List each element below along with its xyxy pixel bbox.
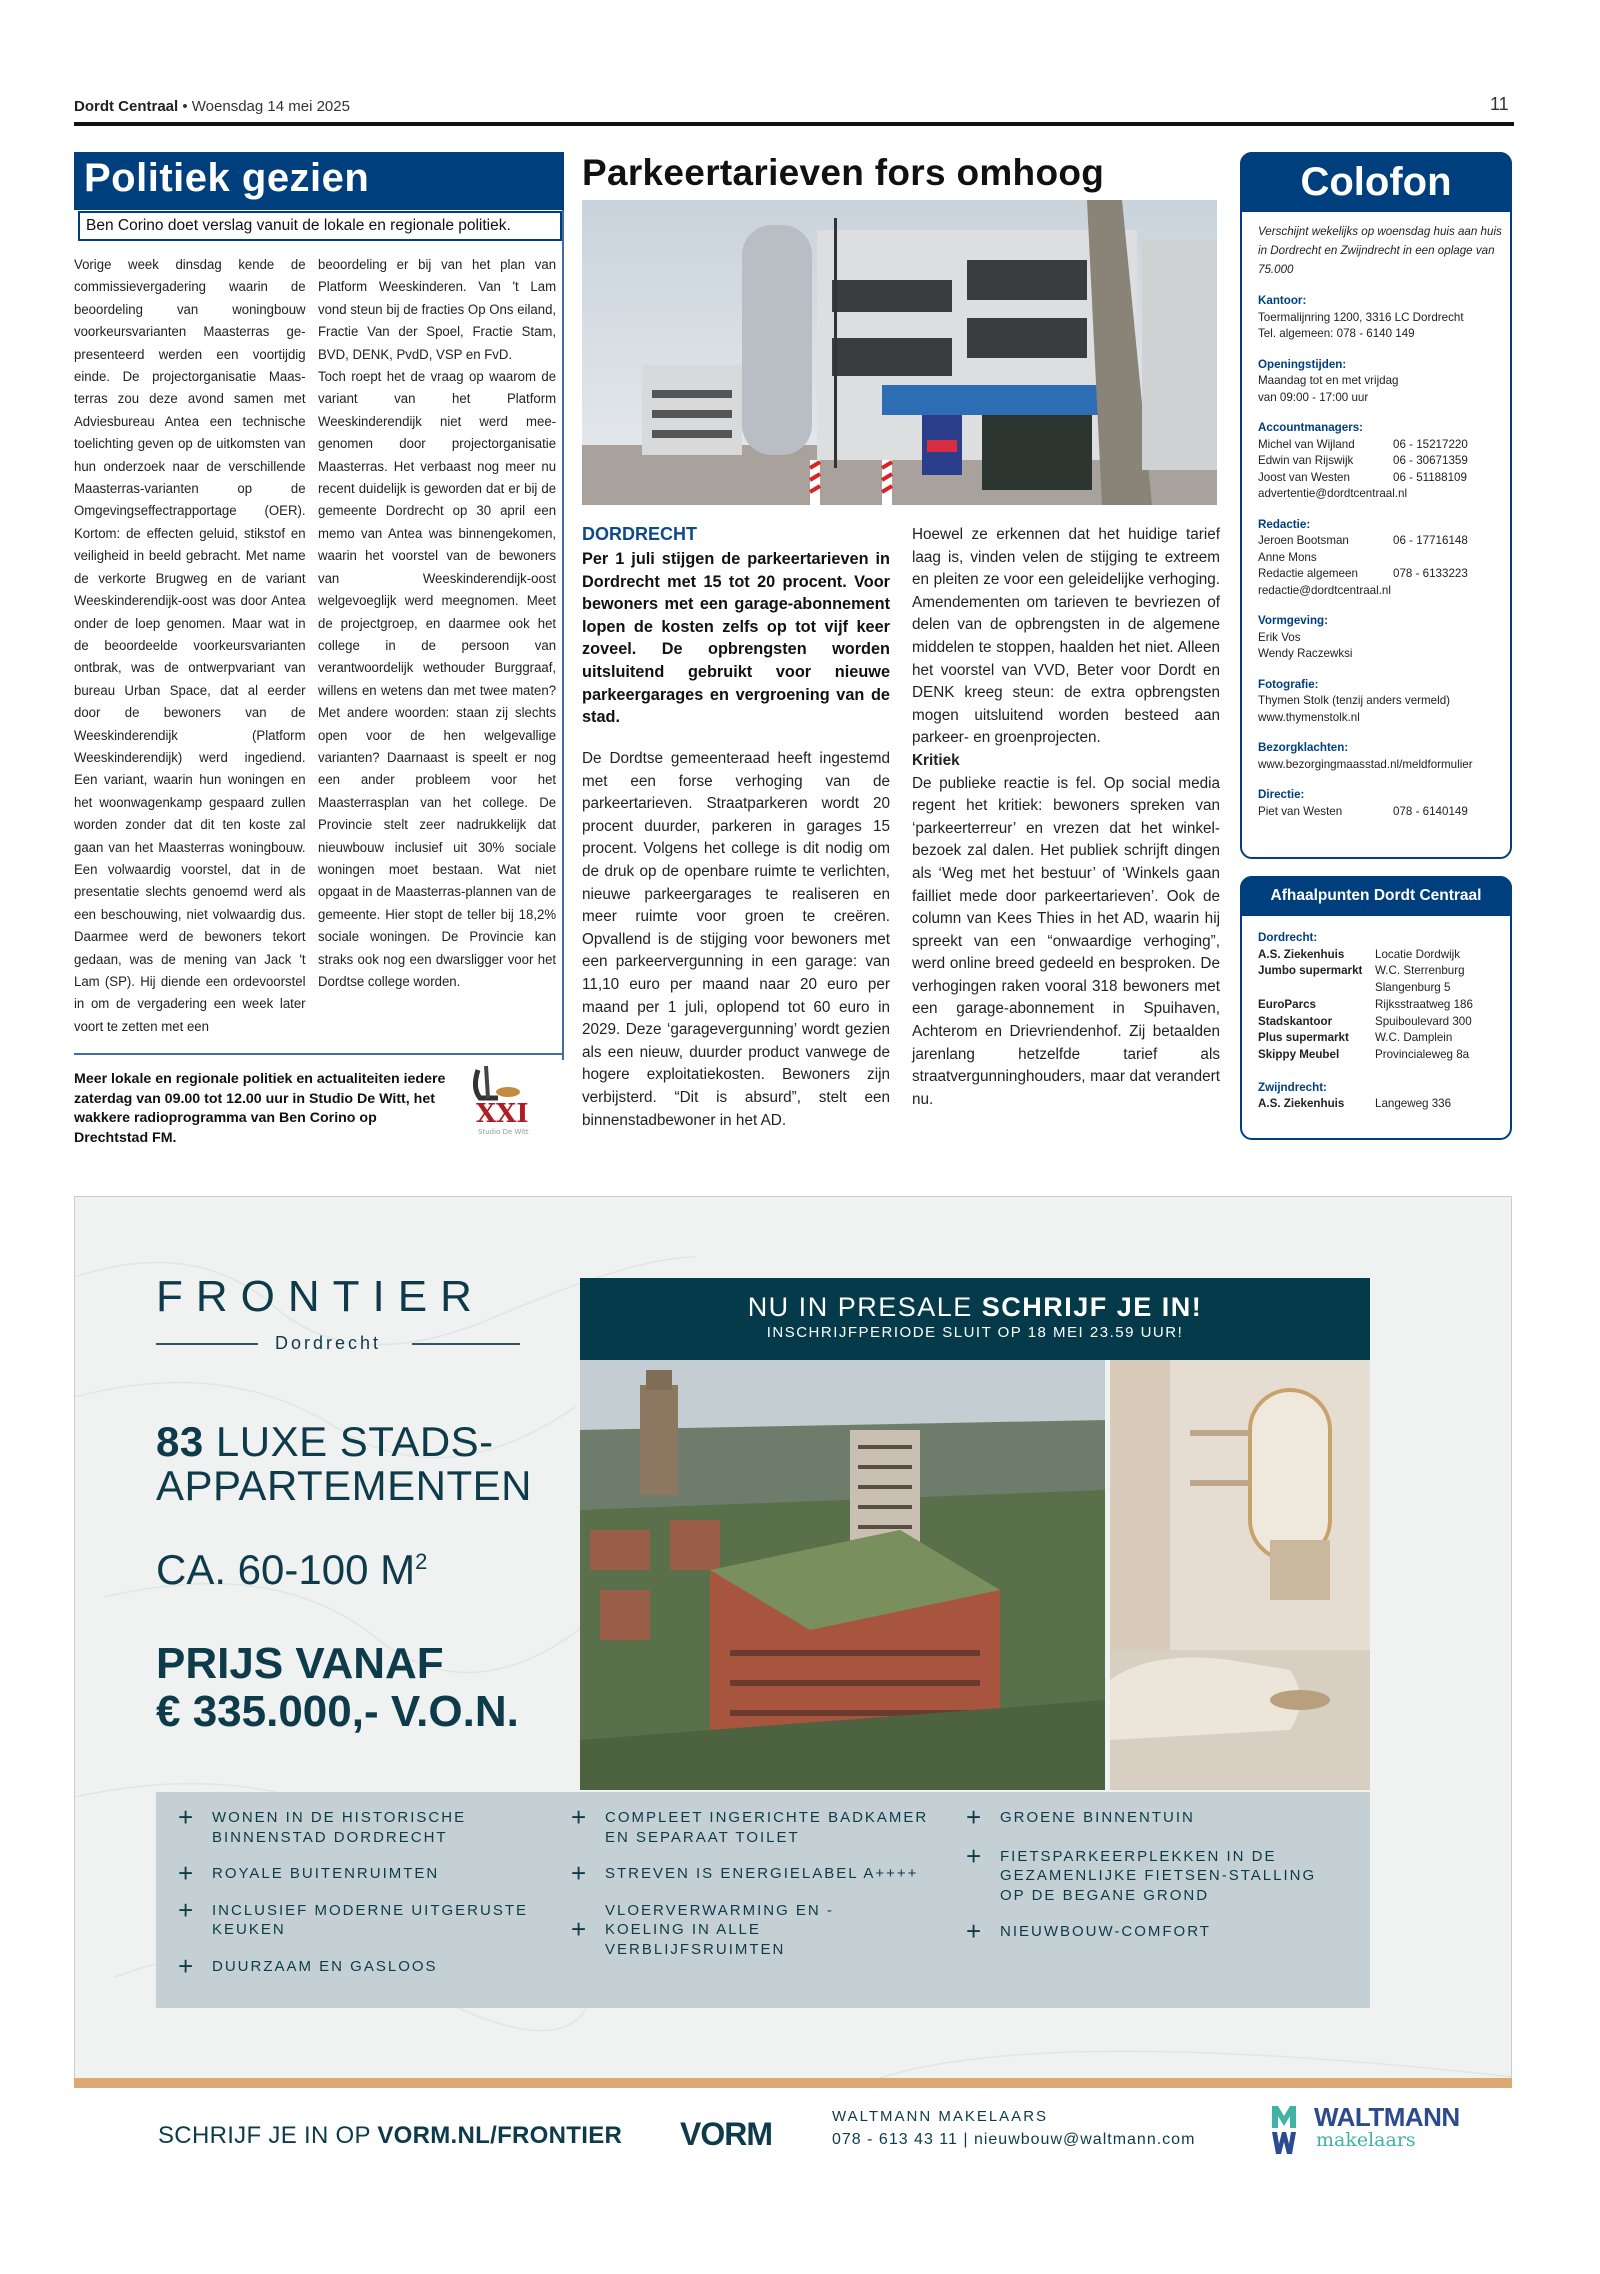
colofon-body (1258, 222, 1508, 820)
feature-item (571, 1901, 841, 1960)
politiek-subtitle: Ben Corino doet verslag vanuit de lokale en regionale politiek. (78, 211, 562, 241)
plus-icon: + (178, 1950, 196, 1981)
feature-text: ROYALE BUITENRUIMTEN (212, 1865, 440, 1882)
pickup-points-title: Afhaalpunten Dordt Centraal (1240, 876, 1512, 916)
article-text: Hoewel ze erkennen dat het huidige tarief laag is, vinden velen de stijging te extreem en pleiten ze voor een geleidelijke verhoging. Amendementen om tarieven te bevriezen of delen van de opbrengsten in de algemene middelen te stoppen, haalden het niet. Alleen het voorstel van VVD, Beter voor Dordt en DENK kreeg steun: de extra opbrengsten mogen uitsluitend worden besteed aan parkeer- en groenprojecten. (912, 526, 1220, 747)
page-number: 11 (1490, 94, 1509, 114)
pickup-points-list (1258, 930, 1508, 1113)
waltmann-logo-subtext: makelaars (1316, 2129, 1416, 2151)
feature-item (178, 1858, 568, 1888)
logo-rule-right (412, 1343, 520, 1345)
aerial-city-image (580, 1360, 1105, 1790)
feature-item (966, 1916, 1366, 1946)
price-label: PRIJS VANAF (156, 1639, 444, 1688)
pickup-name: A.S. Ziekenhuis (1258, 947, 1345, 961)
politiek-text: Vorige week dinsdag kende de commissievergadering waarin de beoordeling van woningbouw voorkeursvarianten Maasterras gepresenteerd werden een voortijdig einde. De projectorganisatie Maasterras zou deze avond samen met Adviesbureau Antea een technische toelichting geven op de uitkomsten van hun onderzoek naar de verschillende Maasterras-varianten op de Omgevingseffectrapportage (OER). Kortom: de effecten geluid, stikstof en veiligheid in beeld gebracht. Met name de verkorte Brugweg en de variant Weeskinderendijk-oost was door Antea onder de loep genomen. Maar wat in de beoordeelde voorkeursvarianten ontbrak, was de ontwerpvariant van bureau Urban Space, dat al eerder door de bewoners van de Weeskinderendijk (Platform Weeskinderendijk) werd ingediend. Een variant, waarin hun woningen en het woonwagenkamp gespaard zullen worden zonder dat dit ten koste zal gaan van het Maasterras woningbouw. Een volwaardig voorstel, dat in de presentatie slechts genoemd werd als een beschouwing, niet volwaardig dus. Daarmee werd de bewoners tekort gedaan, was de mening van Jack 't Lam (SP). Hij diende een ordevoorstel in om de vergadering een week later voort te zetten met een (74, 257, 306, 1035)
price (156, 1640, 519, 1736)
article-lead: Per 1 juli stijgen de parkeertarieven in Dordrecht met 15 tot 20 procent. Voor bewoners met een garage-abonnement lopen de kosten zelfs op tot vijf keer zoveel. De opbrengsten worden uitsluitend gebruikt voor nieuwe parkeergarages en vergroening van de stad. (582, 550, 890, 727)
pickup-row (1258, 980, 1508, 997)
feature-text: NIEUWBOUW-COMFORT (1000, 1923, 1211, 1940)
waltmann-logo-text: WALTMANN (1314, 2102, 1460, 2132)
pickup-name: Skippy Meubel (1258, 1047, 1340, 1061)
pickup-row (1258, 1047, 1508, 1064)
features-column-1 (178, 1802, 568, 1993)
parking-garage-photo (582, 200, 1217, 505)
contact-row (1258, 470, 1508, 487)
interior-image (1110, 1360, 1370, 1790)
advertising-email[interactable]: advertentie@dordtcentraal.nl (1258, 487, 1408, 500)
pickup-row (1258, 947, 1508, 964)
contact-name: Joost van Westen (1258, 470, 1350, 484)
pickup-row (1258, 1030, 1508, 1047)
contact-row (1258, 550, 1508, 567)
features-column-2 (571, 1802, 951, 1976)
politiek-column-2 (318, 254, 557, 993)
feature-text: DUURZAAM EN GASLOOS (212, 1957, 438, 1975)
pickup-address: Langeweg 336 (1375, 1097, 1452, 1111)
plus-icon: + (966, 1840, 984, 1871)
contact-name: Edwin van Rijswijk (1258, 454, 1354, 467)
agent-name: WALTMANN MAKELAARS (832, 2108, 1049, 2125)
studio-de-witt-logo (458, 1058, 548, 1138)
headline-line-1: LUXE STADS- (215, 1418, 494, 1465)
header-rule (74, 122, 1514, 126)
plus-icon: + (966, 1802, 984, 1832)
signup-cta[interactable] (158, 2122, 622, 2150)
politiek-title: Politiek gezien (74, 152, 564, 210)
contact-name: Anne Mons (1258, 550, 1317, 564)
feature-text: WONEN IN DE HISTORISCHE BINNENSTAD DORDRECHT (212, 1809, 467, 1846)
svg-text:Studio De Witt: Studio De Witt (478, 1128, 529, 1136)
editorial-email[interactable]: redactie@dordtcentraal.nl (1258, 583, 1391, 597)
pickup-name: A.S. Ziekenhuis (1258, 1097, 1345, 1111)
contact-phone: 06 - 51188109 (1393, 470, 1467, 484)
feature-item (966, 1840, 1346, 1906)
ad-accent-bar (74, 2078, 1512, 2088)
feature-text: VLOERVERWARMING EN -KOELING IN ALLE VERBLIJFSRUIMTEN (605, 1901, 834, 1958)
feature-text: INCLUSIEF MODERNE UITGERUSTE KEUKEN (212, 1901, 529, 1938)
office-phone: Tel. algemeen: 078 - 6140 149 (1258, 327, 1415, 340)
colofon-label: Kantoor: (1258, 294, 1307, 307)
contact-row (1258, 804, 1508, 821)
plus-icon: + (178, 1858, 196, 1888)
publication-name: Dordt Centraal (74, 98, 179, 115)
pickup-row (1258, 1014, 1508, 1031)
plus-icon: + (178, 1802, 196, 1832)
colofon-label: Bezorgklachten: (1258, 741, 1349, 754)
headline-line-2: APPARTEMENTEN (156, 1462, 533, 1509)
price-value: € 335.000,- V.O.N. (156, 1687, 519, 1736)
contact-row (1258, 566, 1508, 583)
pickup-name (1258, 980, 1375, 997)
plus-icon: + (178, 1894, 196, 1925)
pickup-address: Provincialeweg 8a (1375, 1047, 1470, 1061)
colofon-label: Accountmanagers: (1258, 421, 1364, 434)
frontier-city: Dordrecht (275, 1333, 382, 1353)
pickup-name: Plus supermarkt (1258, 1031, 1349, 1045)
pickup-address: Slangenburg 5 (1375, 981, 1451, 995)
agent-contact[interactable]: 078 - 613 43 11 | nieuwbouw@waltmann.com (832, 2131, 1196, 2148)
svg-text:XXI: XXI (476, 1099, 529, 1129)
contact-name: Redactie algemeen (1258, 567, 1358, 580)
ad-headline (156, 1420, 532, 1508)
colofon-label: Openingstijden: (1258, 357, 1347, 371)
article-title: Parkeertarieven fors omhoog (582, 152, 1105, 193)
politiek-column-1 (74, 254, 306, 1038)
pickup-address: Rijksstraatweg 186 (1375, 997, 1473, 1011)
politiek-text: Toch roept het de vraag op waarom de variant van het Platform Weeskinderendijk niet werd meegenomen door projectorganisatie Maasterras. Het verbaast nog meer nu recent duidelijk is geworden dat er bij de gemeente Dordrecht op 30 april een memo van Antea was binnengekomen, waarin het voorstel van de bewoners van Weeskinderendijk-oost welgevoeglijk werd meegnomen. Meet de projectgroep, en daarmee ook het college in de persoon van verantwoordelijk wethouder Burggraaf, willens en wetens dan met twee maten? Met andere woorden: staan zij slechts open voor de hen welgevallige varianten? Daarnaast is speelt er nog een ander probleem voor het Maasterrasplan van het college. De Provincie stelt zeer nadrukkelijk dat nieuwbouw inclusief uit 30% sociale woningen moet bestaan. Wat niet opgaat in de Maasterras-plannen van de gemeente. Hier stopt de teller bij 18,2% sociale woningen. De Provincie kan straks ook nog een dwarsligger voor het Dordtse college worden. (318, 369, 557, 990)
apartment-size (156, 1546, 427, 1594)
pickup-name: Jumbo supermarkt (1258, 964, 1363, 978)
article-subheading: Kritiek (912, 751, 960, 769)
colofon-label: Redactie: (1258, 517, 1311, 531)
contact-row (1258, 533, 1508, 550)
photographer-name: Thymen Stolk (tenzij anders vermeld) (1258, 694, 1451, 707)
pickup-row (1258, 1096, 1508, 1113)
contact-phone: 078 - 6133223 (1393, 567, 1468, 580)
pickup-address: W.C. Damplein (1375, 1031, 1453, 1045)
city-label: Zwijndrecht: (1258, 1080, 1327, 1094)
contact-phone: 06 - 30671359 (1393, 454, 1468, 467)
apartment-count: 83 (156, 1418, 204, 1465)
photographer-url[interactable]: www.thymenstolk.nl (1258, 710, 1360, 724)
colofon-title: Colofon (1240, 152, 1512, 212)
pickup-row (1258, 963, 1508, 980)
pickup-name: EuroParcs (1258, 997, 1316, 1011)
complaints-url[interactable]: www.bezorgingmaasstad.nl/meldformulier (1258, 757, 1473, 771)
colofon-label: Fotografie: (1258, 677, 1319, 691)
feature-item (178, 1802, 568, 1847)
issue-date: Woensdag 14 mei 2025 (191, 98, 350, 115)
contact-name: Piet van Westen (1258, 804, 1343, 818)
banner-cta: SCHRIJF JE IN! (981, 1292, 1203, 1322)
feature-item (571, 1802, 951, 1847)
contact-row (1258, 437, 1508, 454)
article-dateline: DORDRECHT (582, 524, 697, 544)
header-separator: • (182, 98, 188, 115)
plus-icon: + (571, 1802, 589, 1832)
article-column-1 (582, 748, 890, 1132)
presale-banner[interactable] (580, 1278, 1370, 1360)
opening-hours: van 09:00 - 17:00 uur (1258, 390, 1369, 404)
politiek-text: beoordeling er bij van het plan van Platform Weeskinderen. Van 't Lam vond steun bij de fracties Op Ons eiland, Fractie Van der Spoel, Fractie Stam, BVD, DENK, PvdD, VSP en FvD. (318, 257, 557, 363)
pickup-address: Spuiboulevard 300 (1375, 1014, 1472, 1028)
feature-text: COMPLEET INGERICHTE BADKAMER EN SEPARAAT TOILET (605, 1809, 929, 1846)
pickup-address: W.C. Sterrenburg (1375, 964, 1465, 978)
colofon-label: Directie: (1258, 788, 1305, 801)
city-label: Dordrecht: (1258, 931, 1318, 944)
article-column-2 (912, 524, 1220, 1111)
contact-phone: 06 - 17716148 (1393, 534, 1468, 547)
pickup-row (1258, 997, 1508, 1014)
designer-name: Wendy Raczewksi (1258, 647, 1353, 660)
feature-text: STREVEN IS ENERGIELABEL A++++ (605, 1865, 919, 1882)
feature-item (966, 1802, 1366, 1832)
office-address: Toermalijnring 1200, 3316 LC Dordrecht (1258, 310, 1464, 324)
banner-deadline: INSCHRIJFPERIODE SLUIT OP 18 MEI 23.59 UUR! (766, 1324, 1184, 1341)
colofon-label: Vormgeving: (1258, 614, 1328, 627)
colofon-intro: Verschijnt wekelijks op woensdag huis aan huis in Dordrecht en Zwijndrecht in een oplage van 75.000 (1258, 225, 1502, 276)
features-column-3 (966, 1802, 1366, 1959)
contact-phone: 06 - 15217220 (1393, 437, 1468, 451)
size-superscript: 2 (415, 1549, 428, 1574)
contact-phone: 078 - 6140149 (1393, 804, 1468, 818)
politiek-divider (74, 1053, 564, 1055)
pickup-address: Locatie Dordwijk (1375, 947, 1461, 961)
contact-name: Jeroen Bootsman (1258, 534, 1349, 547)
feature-text: FIETSPARKEERPLEKKEN IN DE GEZAMENLIJKE FIETSEN-STALLING OP DE BEGANE GROND (1000, 1847, 1317, 1904)
plus-icon: + (571, 1913, 589, 1944)
feature-item (178, 1894, 568, 1940)
logo-rule-left (156, 1343, 258, 1345)
article-text: De Dordtse gemeenteraad heeft ingestemd met een forse verhoging van de parkeertarieven. Straatparkeren wordt 20 procent duurder, parkeren in garages 15 procent. Volgens het college is dit nodig om de druk op de openbare ruimte te verlichten, nieuwe parkeergarages te realiseren en meer ruimte voor groen te creëren. Opvallend is de stijging voor bewoners met een parkeervergunning in een garage: van 11,10 euro per maand naar 20 euro per maand per 1 juli, oplopend tot 60 euro in 2029. Deze ‘garagevergunning’ wordt gezien als een nieuw, duurder product vanwege de hogere exploitatiekosten. Bewoners zijn verbijsterd. “Dit is absurd”, stelt een binnenstadbewoner in het AD. (582, 750, 890, 1129)
features-panel (156, 1792, 1370, 2008)
contact-row (1258, 453, 1508, 470)
cta-prefix: SCHRIJF JE IN OP (158, 2122, 371, 2149)
feature-item (571, 1858, 951, 1888)
plus-icon: + (571, 1858, 589, 1888)
pickup-name: Stadskantoor (1258, 1014, 1333, 1028)
banner-text: NU IN PRESALE (747, 1292, 973, 1322)
opening-days: Maandag tot en met vrijdag (1258, 374, 1399, 387)
contact-name: Michel van Wijland (1258, 437, 1355, 451)
designer-name: Erik Vos (1258, 630, 1301, 644)
plus-icon: + (966, 1916, 984, 1946)
page-header (74, 98, 350, 115)
article-text: De publieke reactie is fel. Op social media regent het kritiek: bewoners spreken van ‘parkeerterreur’ en vrezen dat het winkelbezoek zal dalen. Het publiek schrijft dingen als ‘Weg met het bestuur’ of ‘Winkels gaan failliet mede door parkeertarieven’. Ook de column van Kees Thies in het AD, waarin hij spreekt van een “onwaardige verhoging”, werd online breed gedeeld en besproken. De verhogingen raken vooral 318 bewoners met een garage-abonnement in Spuihaven, Achterom en Drievriendenhof. Zij betaalden jarenlang hetzelfde tarief als straatvergunninghouders, maar dat verandert nu. (912, 774, 1220, 1108)
vorm-logo: VORM (680, 2116, 772, 2152)
frontier-logo-text: FRONTIER (156, 1272, 485, 1321)
size-text: CA. 60-100 M (156, 1546, 416, 1593)
feature-text: GROENE BINNENTUIN (1000, 1809, 1195, 1826)
cta-url[interactable]: VORM.NL/FRONTIER (377, 2122, 623, 2149)
feature-item (178, 1950, 568, 1981)
politiek-footer-note: Meer lokale en regionale politiek en actualiteiten iedere zaterdag van 09.00 tot 12.00 uur in Studio De Witt, het wakkere radioprogramma van Ben Corino op Drechtstad FM. (74, 1071, 446, 1146)
